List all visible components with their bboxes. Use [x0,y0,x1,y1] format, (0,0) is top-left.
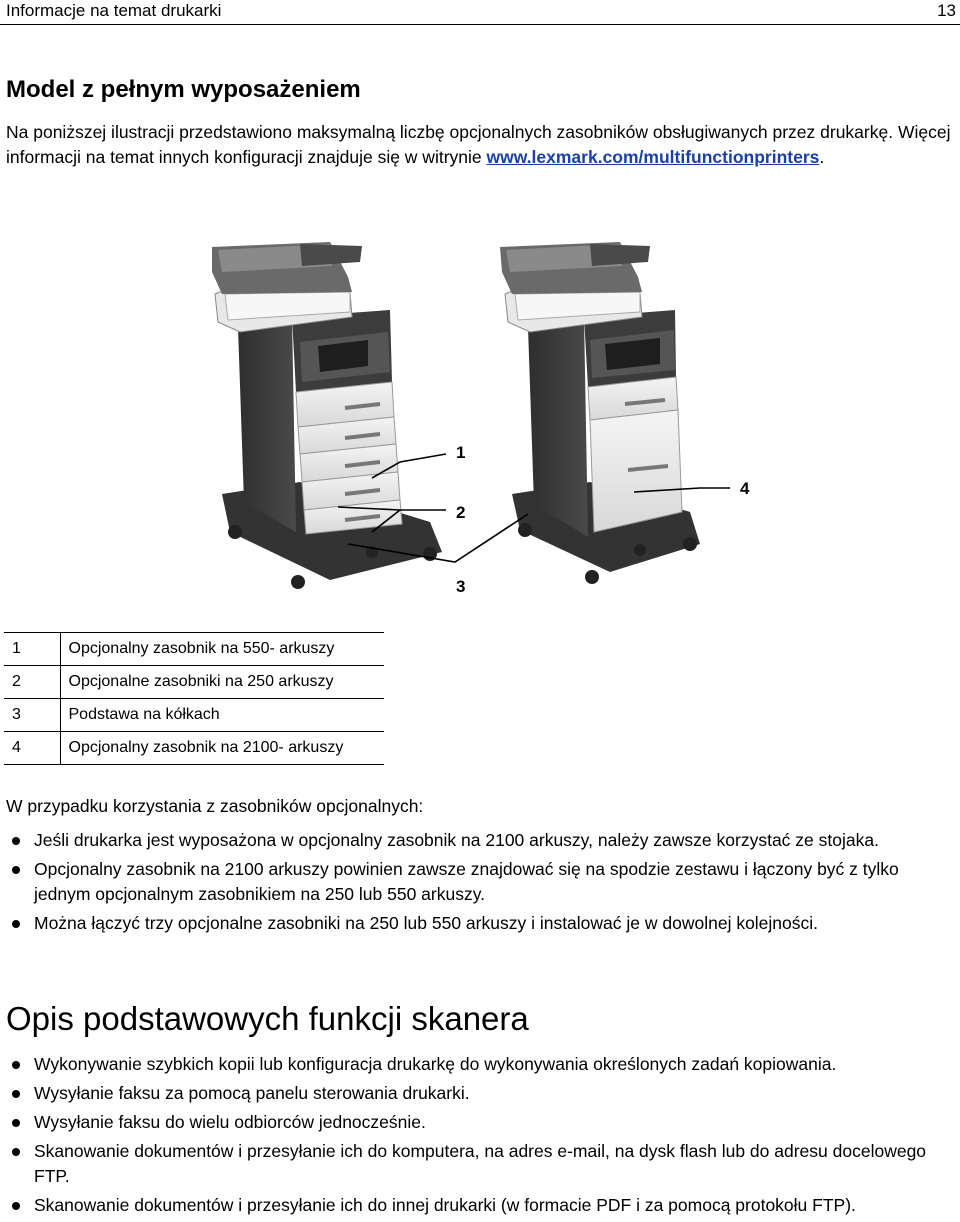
intro-text: Na poniższej ilustracji przedstawiono maksymalną liczbę opcjonalnych zasobników obsługiwanych przez drukarkę. Więcej informacji na temat innych konfiguracji znajduje się w witrynie [6,122,951,167]
optional-trays-bullets [6,828,954,940]
list-item [6,857,954,907]
legend-text: Opcjonalny zasobnik na 2100- arkuszy [60,732,384,765]
header-title: Informacje na temat drukarki [6,1,222,20]
legend-number: 2 [4,666,60,699]
printer-with-2100-tray [500,242,700,584]
page-header [0,0,960,25]
page-number: 13 [937,1,956,20]
legend-number: 4 [4,732,60,765]
bullet-icon [12,1090,20,1098]
bullet-icon [12,1119,20,1127]
bullet-icon [12,1202,20,1210]
list-item-text: Wysyłanie faksu do wielu odbiorców jednocześnie. [34,1112,426,1132]
callout-3: 3 [456,577,466,596]
callout-1: 1 [456,443,466,462]
list-item [6,1081,954,1106]
table-row [4,732,384,765]
bullet-icon [12,866,20,874]
table-row [4,666,384,699]
list-item-text: Opcjonalny zasobnik na 2100 arkuszy powinien zawsze znajdować się na spodzie zestawu i łączony być z tylko jednym opcjonalnym zasobnikiem na 250 lub 550 arkuszy. [34,859,899,904]
list-item-text: Wykonywanie szybkich kopii lub konfiguracja drukarkę do wykonywania określonych zadań kopiowania. [34,1054,837,1074]
list-item [6,1110,954,1135]
bullet-icon [12,1061,20,1069]
bullet-icon [12,920,20,928]
legend-number: 3 [4,699,60,732]
legend-number: 1 [4,633,60,666]
section-heading-scanner: Opis podstawowych funkcji skanera [6,1000,529,1037]
list-item [6,911,954,936]
optional-trays-note: W przypadku korzystania z zasobników opcjonalnych: [6,796,424,816]
intro-end: . [819,147,825,167]
list-item [6,1052,954,1077]
list-item-text: Można łączyć trzy opcjonalne zasobniki na 250 lub 550 arkuszy i instalować je w dowolnej kolejności. [34,913,819,933]
list-item-text: Skanowanie dokumentów i przesyłanie ich do komputera, na adres e-mail, na dysk flash lub do adresu docelowego FTP. [34,1141,927,1186]
table-row [4,633,384,666]
printer-illustration [0,232,960,612]
legend-text: Podstawa na kółkach [60,699,384,732]
list-item [6,1139,954,1189]
legend-text: Opcjonalne zasobniki na 250 arkuszy [60,666,384,699]
bullet-icon [12,837,20,845]
list-item [6,1193,954,1218]
table-row [4,699,384,732]
list-item-text: Skanowanie dokumentów i przesyłanie ich do innej drukarki (w formacie PDF i za pomocą protokołu FTP). [34,1195,856,1215]
intro-paragraph [6,120,951,170]
callout-2: 2 [456,503,466,522]
list-item [6,828,954,853]
bullet-icon [12,1148,20,1156]
printer-full-model [212,242,442,589]
lexmark-link[interactable]: www.lexmark.com/multifunctionprinters [486,147,820,167]
list-item-text: Wysyłanie faksu za pomocą panelu sterowania drukarki. [34,1083,470,1103]
section-heading-full-model: Model z pełnym wyposażeniem [6,76,361,103]
list-item-text: Jeśli drukarka jest wyposażona w opcjonalny zasobnik na 2100 arkuszy, należy zawsze korzystać ze stojaka. [34,830,879,850]
legend-text: Opcjonalny zasobnik na 550- arkuszy [60,633,384,666]
callout-legend-table [4,632,384,765]
callout-4: 4 [740,479,750,498]
scanner-functions-bullets [6,1052,954,1222]
